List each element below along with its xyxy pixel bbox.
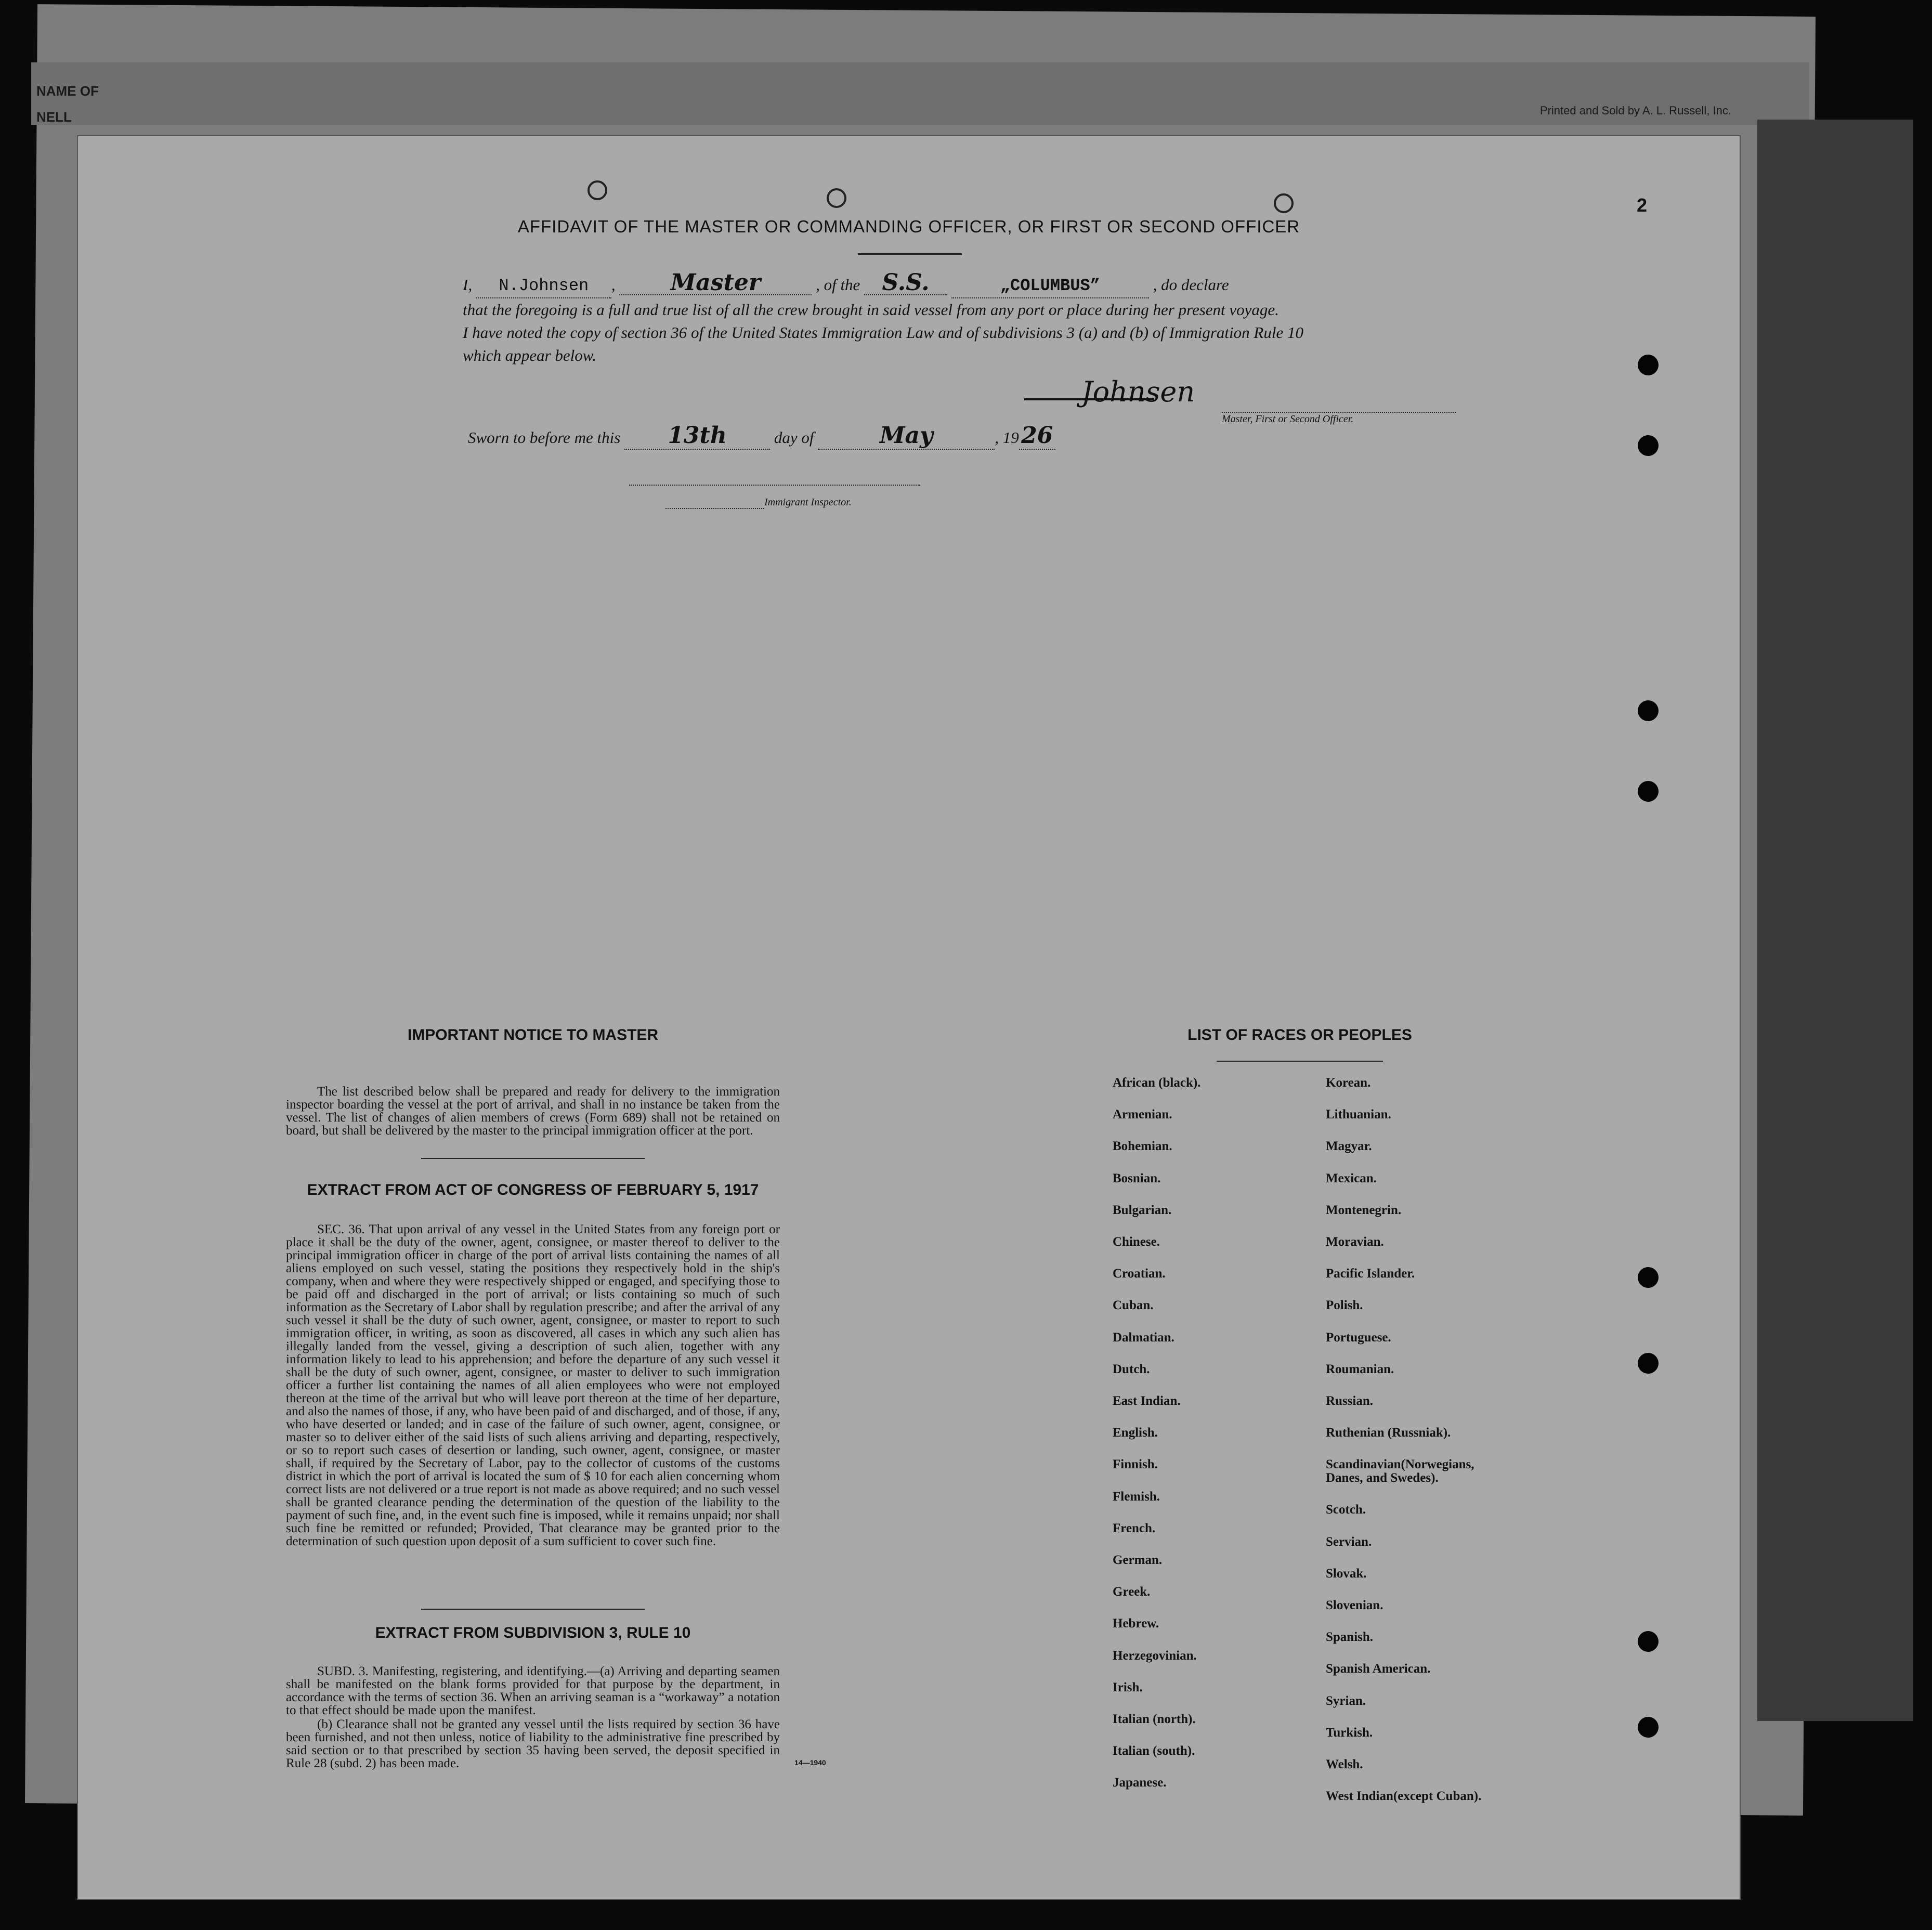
race-item: Herzegovinian. (1113, 1648, 1197, 1663)
race-item: Flemish. (1113, 1489, 1160, 1504)
notice-title: IMPORTANT NOTICE TO MASTER (407, 1026, 659, 1044)
form-number: 14—1940 (794, 1758, 826, 1767)
race-item: Servian. (1326, 1534, 1372, 1549)
race-item: Italian (south). (1113, 1744, 1195, 1758)
punch-hole (1638, 1631, 1659, 1652)
affidavit-declaration (463, 271, 1492, 367)
race-item: Italian (north). (1113, 1712, 1196, 1727)
punch-hole (1638, 1267, 1659, 1288)
year-prefix: , 19 (995, 428, 1019, 447)
i-label: I, (463, 276, 473, 294)
act-section-36: SEC. 36. That upon arrival of any vessel in the United States from any foreign port or place it shall be the duty of the owner, agent, consignee, or master thereof to deliver to the principal immigration officer in charge of the port of arrival lists containing the names of all aliens employed on such vessel, stating the positions they respectively hold in the ship's company, when and where they were respectively shipped or engaged, and specifying those to be paid off and discharged in the port of arrival; or lists containing so much of such information as the Secretary of Labor shall by regulation prescribe; and after the arrival of any such vessel it shall be the duty of such owner, agent, consignee, or master to report to such immigration officer, in writing, as soon as discovered, all cases in which any such alien has illegally landed from the vessel, giving a description of such alien, together with any information likely to lead to his apprehension; and before the departure of any such vessel it shall be the duty of such owner, agent, consignee, or master to deliver to such immigration officer a further list containing the names of all alien employees who were not employed thereon at the time of the arrival but who will leave port thereon at the time of her departure, and also the names of those, if any, who have been paid of and discharged, and of those, if any, who have deserted or landed; and in case of the failure of such owner, agent, consignee, or master so to deliver either of the said lists of such aliens arriving and departing, respectively, or so to report such cases of desertion or landing, such owner, agent, consignee, or master shall, if required by the Secretary of Labor, pay to the collector of customs of the customs district in which the port of arrival is located the sum of $ 10 for each alien concerning whom correct lists are not delivered or a true report is not made as above required; and no such vessel shall be granted clearance pending the determination of the question of the liability to the payment of such fine, and, in the event such fine is imposed, while it remains unpaid; nor shall such fine be remitted or refunded; Provided, That clearance may be granted prior to the determination of such question upon deposit of a sum sufficient to cover such fine. (286, 1222, 780, 1548)
signature-caption: Master, First or Second Officer. (1222, 413, 1354, 425)
race-item: Scandinavian(Norwegians, (1326, 1457, 1474, 1472)
race-item: Magyar. (1326, 1139, 1372, 1154)
race-item: East Indian. (1113, 1394, 1181, 1409)
punch-hole (1638, 700, 1659, 721)
act-title: EXTRACT FROM ACT OF CONGRESS OF FEBRUARY 5, 1917 (307, 1181, 759, 1198)
sworn-day: 13th (624, 422, 770, 450)
divider (858, 253, 962, 255)
rule-title: EXTRACT FROM SUBDIVISION 3, RULE 10 (375, 1624, 691, 1641)
affidavit-page (78, 136, 1740, 1899)
race-item: German. (1113, 1553, 1163, 1568)
punch-hole (1638, 781, 1659, 802)
sworn-year: 26 (1019, 422, 1055, 450)
of-the-label: , of the (816, 276, 860, 294)
races-list-column-2 (1326, 1067, 1481, 1812)
race-item: Danes, and Swedes). (1326, 1471, 1439, 1485)
race-item: Welsh. (1326, 1757, 1363, 1772)
master-name: N.Johnsen (476, 275, 611, 298)
underlying-sheet-edge (1757, 120, 1913, 1721)
race-item: African (black). (1113, 1076, 1201, 1090)
declaration-line-4: which appear below. (463, 346, 596, 364)
race-item: Lithuanian. (1326, 1107, 1391, 1122)
race-item: Slovenian. (1326, 1598, 1383, 1613)
sworn-month: May (818, 422, 995, 450)
race-item: Mexican. (1326, 1171, 1377, 1185)
race-item: Japanese. (1113, 1776, 1167, 1790)
officer-rank: Master (619, 271, 812, 295)
printer-credit: Printed and Sold by A. L. Russell, Inc. (1539, 104, 1731, 117)
races-list-column-1 (1113, 1067, 1200, 1799)
inspector-signature-line (629, 485, 920, 486)
race-item: Hebrew. (1113, 1616, 1159, 1631)
race-item: Ruthenian (Russniak). (1326, 1426, 1451, 1440)
punch-hole (1638, 1353, 1659, 1374)
notice-text: The list described below shall be prepared and ready for delivery to the immigration inspector boarding the vessel at the port of arrival, and shall in no instance be taken from the vessel. The list of changes of alien members of crews (Form 689) shall not be retained on board, but shall be delivered by the master to the principal immigration officer at the port. (286, 1085, 780, 1138)
race-item: Croatian. (1113, 1267, 1166, 1281)
punch-hole (1638, 1717, 1659, 1738)
race-item: Syrian. (1326, 1693, 1366, 1708)
page-number: 2 (1637, 194, 1648, 216)
affidavit-title: AFFIDAVIT OF THE MASTER OR COMMANDING OFFICER, OR FIRST OR SECOND OFFICER (517, 217, 1300, 236)
divider (421, 1158, 645, 1159)
rule-subdivision-b: (b) Clearance shall not be granted any vessel until the lists required by section 36 have been furnished, and not then unless, notice of liability to the administrative fine prescribed by said section or to that prescribed by section 35 having been served, the deposit specified in Rule 28 (subd. 2) has been made. (286, 1717, 780, 1770)
race-item: French. (1113, 1521, 1156, 1535)
race-item: Cuban. (1113, 1298, 1154, 1313)
declaration-line-3: I have noted the copy of section 36 of the United States Immigration Law and of subdivisions 3 (a) and (b) of Immigration Rule 10 (463, 323, 1303, 342)
vessel-prefix: S.S. (864, 271, 947, 295)
race-item: Moravian. (1326, 1235, 1384, 1249)
race-item: Greek. (1113, 1585, 1151, 1599)
races-title: LIST OF RACES OR PEOPLES (1187, 1026, 1412, 1044)
sworn-prefix: Sworn to before me this (468, 428, 621, 447)
race-item: Roumanian. (1326, 1362, 1394, 1376)
punch-hole (1638, 435, 1659, 456)
rule-subdivision-a: SUBD. 3. Manifesting, registering, and identifying.—(a) Arriving and departing seamen shall be manifested on the blank forms provided for that purpose by the department, in accordance with the terms of section 36. When an arriving seaman is a “workaway” a notation to that effect should be made upon the manifest. (286, 1664, 780, 1717)
race-item: Bulgarian. (1113, 1203, 1172, 1217)
race-item: West Indian(except Cuban). (1326, 1789, 1482, 1804)
header-fragment: NAME OF (36, 83, 99, 99)
ring-hole (588, 180, 607, 200)
race-item: Bosnian. (1113, 1171, 1161, 1185)
race-item: Finnish. (1113, 1457, 1158, 1472)
race-item: Irish. (1113, 1680, 1143, 1694)
ring-hole (1274, 193, 1294, 213)
header-fragment: NELL (36, 109, 72, 125)
declaration-line-2: that the foregoing is a full and true list of all the crew brought in said vessel from any port or place during her present voyage. (463, 301, 1279, 319)
race-item: English. (1113, 1426, 1158, 1440)
race-item: Pacific Islander. (1326, 1267, 1415, 1281)
race-item: Spanish American. (1326, 1662, 1431, 1676)
race-item: Korean. (1326, 1076, 1371, 1090)
race-item: Montenegrin. (1326, 1203, 1402, 1217)
vessel-name: „COLUMBUS” (951, 275, 1149, 298)
race-item: Dutch. (1113, 1362, 1150, 1376)
race-item: Dalmatian. (1113, 1330, 1174, 1345)
race-item: Portuguese. (1326, 1330, 1391, 1345)
sworn-line (468, 422, 1055, 450)
race-item: Polish. (1326, 1298, 1363, 1313)
race-item: Slovak. (1326, 1566, 1367, 1581)
race-item: Turkish. (1326, 1725, 1373, 1740)
master-signature: Johnsen (1081, 375, 1195, 408)
race-item: Spanish. (1326, 1630, 1374, 1645)
inspector-caption: Immigrant Inspector. (764, 497, 852, 508)
race-item: Armenian. (1113, 1107, 1172, 1122)
signature-line (1222, 412, 1456, 413)
inspector-caption-line (665, 508, 764, 509)
race-item: Bohemian. (1113, 1139, 1172, 1154)
do-declare-label: , do declare (1153, 276, 1229, 294)
race-item: Russian. (1326, 1394, 1374, 1409)
divider (1217, 1061, 1383, 1062)
punch-hole (1638, 355, 1659, 375)
ring-hole (827, 188, 846, 208)
divider (421, 1609, 645, 1610)
declaration-line-1: I, N.Johnsen , Master , of the S.S. „COLUMBUS” , do declare (463, 271, 1492, 298)
race-item: Chinese. (1113, 1235, 1160, 1249)
underlying-manifest-header (31, 62, 1809, 125)
day-of-label: day of (774, 428, 814, 447)
race-item: Scotch. (1326, 1503, 1366, 1517)
